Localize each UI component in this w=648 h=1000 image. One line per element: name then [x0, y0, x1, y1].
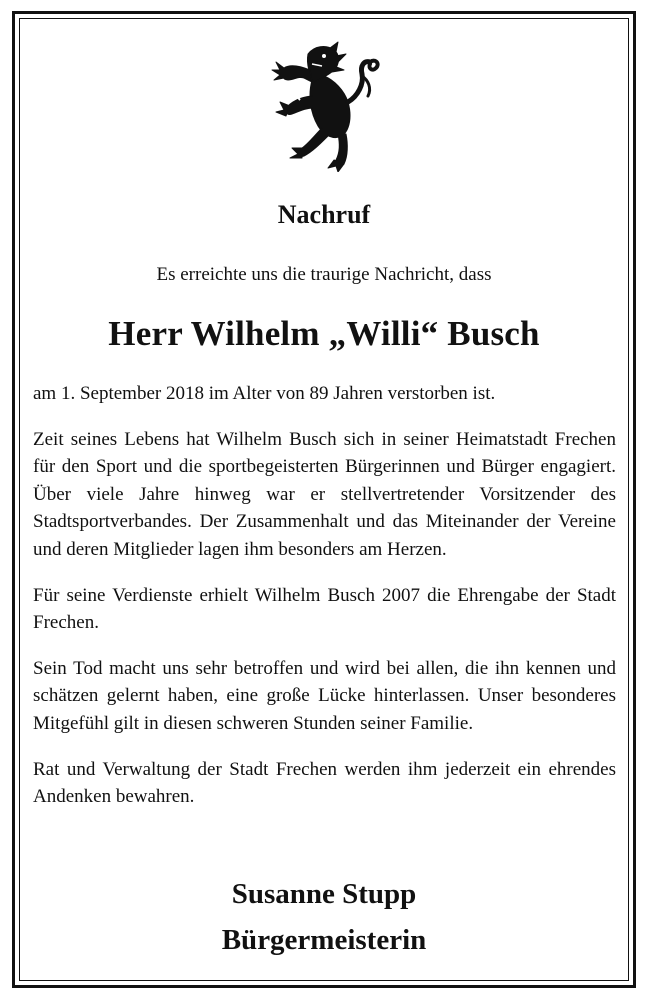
lion-rampant-icon [268, 40, 384, 172]
deceased-name: Herr Wilhelm „Willi“ Busch [108, 314, 540, 353]
notice-body [33, 380, 616, 829]
paragraph-remembrance: Rat und Verwaltung der Stadt Frechen werden ihm jederzeit ein ehrendes Andenken bewahren. [33, 758, 616, 808]
notice-heading: Nachruf [277, 200, 371, 229]
paragraph-engagement: Zeit seines Lebens hat Wilhelm Busch sich in seiner Heimatstadt Frechen für den Sport und die sportbegeisterten Bürgerinnen und Bürger engagiert. Über viele Jahre hinweg war er stellvertretender Vorsitzender des Stadtsportverbandes. Der Zusammenhalt und das Miteinander der Vereine und deren Mitglieder lagen ihm besonders am Herzen. [33, 428, 616, 560]
paragraph-condolence: Sein Tod macht uns sehr betroffen und wird bei allen, die ihn kennen und schätzen gelernt haben, eine große Lücke hinterlassen. Unser besonderes Mitgefühl gilt in diesen schweren Stunden seiner Familie. [33, 657, 616, 734]
notice-intro: Es erreichte uns die traurige Nachricht, dass [156, 264, 492, 285]
signature-title: Bürgermeisterin [221, 924, 427, 956]
signature-name: Susanne Stupp [231, 878, 417, 910]
paragraph-honors: Für seine Verdienste erhielt Wilhelm Busch 2007 die Ehrengabe der Stadt Frechen. [33, 584, 616, 634]
paragraph-death-date: am 1. September 2018 im Alter von 89 Jahren verstorben ist. [33, 383, 496, 404]
